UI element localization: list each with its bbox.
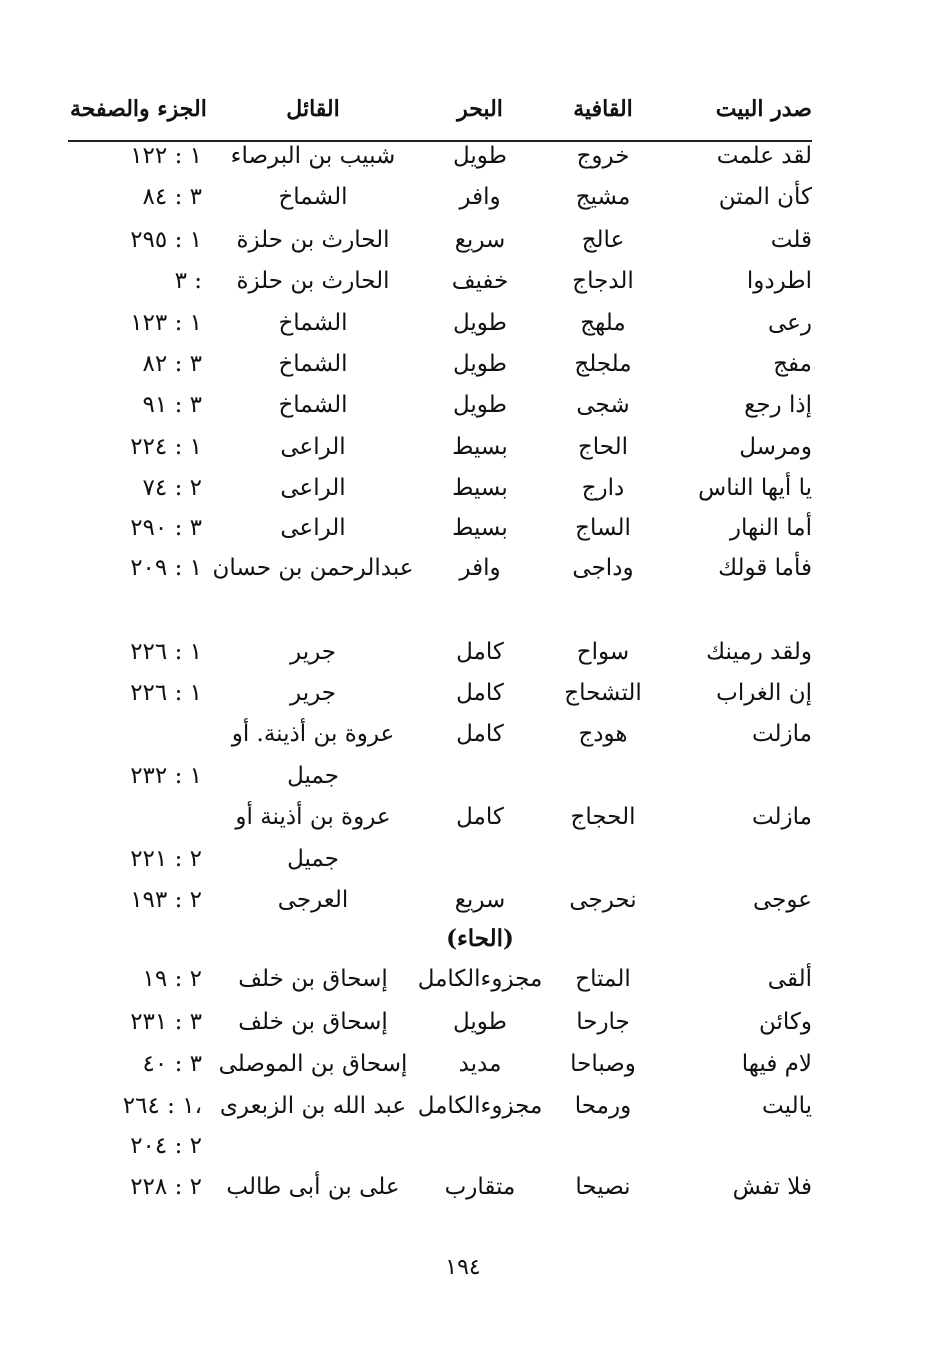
rhyme-word: وداجى bbox=[572, 555, 634, 581]
meter: وافر bbox=[459, 184, 501, 210]
first-hemistich: لام فيها bbox=[741, 1051, 812, 1077]
meter: خفيف bbox=[451, 268, 509, 294]
meter: مديد bbox=[458, 1051, 502, 1077]
first-hemistich: قلت bbox=[770, 227, 812, 253]
page-number: ١٩٤ bbox=[445, 1255, 481, 1280]
volume-page-ref: ٢ : ٢٢٨ bbox=[130, 1174, 202, 1200]
header-rule bbox=[68, 140, 812, 142]
poet: الشماخ bbox=[278, 351, 348, 377]
poet: عروة بن أذينة. أو bbox=[231, 721, 395, 747]
rhyme-word: ورمحا bbox=[574, 1093, 632, 1119]
rhyme-word: خروج bbox=[576, 143, 630, 169]
poet: عروة بن أذينة أو bbox=[235, 804, 391, 830]
meter: مجزوءالكامل bbox=[417, 966, 543, 992]
volume-page-ref: ١ : ٢٢٦ bbox=[130, 680, 202, 706]
first-hemistich: مفج bbox=[773, 351, 812, 377]
poet: جرير bbox=[290, 680, 336, 706]
meter: كامل bbox=[456, 721, 504, 747]
poet: العرجى bbox=[277, 887, 349, 913]
meter: بسيط bbox=[452, 475, 508, 501]
poet: على بن أبى طالب bbox=[226, 1174, 400, 1200]
rhyme-word: نحرجى bbox=[569, 887, 637, 913]
rhyme-word: المتاح bbox=[575, 966, 631, 992]
first-hemistich: رعى bbox=[767, 310, 812, 336]
meter: مجزوءالكامل bbox=[417, 1093, 543, 1119]
rhyme-word: ملهج bbox=[580, 310, 626, 336]
first-hemistich: كأن المتن bbox=[718, 184, 812, 210]
meter: كامل bbox=[456, 680, 504, 706]
meter: كامل bbox=[456, 639, 504, 665]
rhyme-word: عالج bbox=[581, 227, 625, 253]
first-hemistich: فأما قولك bbox=[718, 555, 812, 581]
poet: شبيب بن البرصاء bbox=[230, 143, 396, 169]
rhyme-word: نصيحا bbox=[575, 1174, 631, 1200]
meter: طويل bbox=[452, 1009, 507, 1035]
first-hemistich: ومرسل bbox=[739, 434, 812, 460]
first-hemistich: مازلت bbox=[751, 804, 812, 830]
meter: طويل bbox=[452, 351, 507, 377]
poet: الحارث بن حلزة bbox=[236, 227, 390, 253]
volume-page-ref: ١ : ٢٣٢ bbox=[130, 763, 202, 789]
header-meter: البحر bbox=[457, 96, 503, 122]
poet: الشماخ bbox=[278, 392, 348, 418]
header-first-hemistich: صدر البيت bbox=[715, 96, 812, 122]
volume-page-ref: ٣ : ٤٠ bbox=[142, 1051, 202, 1077]
poet: الشماخ bbox=[278, 310, 348, 336]
rhyme-word: هودج bbox=[578, 721, 628, 747]
volume-page-ref-continuation: ٢ : ٢٠٤ bbox=[130, 1133, 202, 1159]
volume-page-ref: ١ : ٢٦٤، bbox=[122, 1093, 202, 1119]
meter: كامل bbox=[456, 804, 504, 830]
poet: جرير bbox=[290, 639, 336, 665]
header-rhyme: القافية bbox=[573, 96, 633, 122]
poet: الراعى bbox=[280, 434, 346, 460]
volume-page-ref: ٣ : ٩١ bbox=[142, 392, 202, 418]
volume-page-ref: ٢ : ١٩ bbox=[142, 966, 202, 992]
rhyme-word: الحجاج bbox=[570, 804, 636, 830]
poet: الشماخ bbox=[278, 184, 348, 210]
rhyme-word: شجى bbox=[576, 392, 630, 418]
poet: الحارث بن حلزة bbox=[236, 268, 390, 294]
volume-page-ref: ٢ : ٢٢١ bbox=[130, 846, 202, 872]
rhyme-word: دارج bbox=[581, 475, 625, 501]
first-hemistich: لقد علمت bbox=[716, 143, 812, 169]
meter: متقارب bbox=[444, 1174, 516, 1200]
volume-page-ref: ٣ : bbox=[174, 268, 202, 294]
poet: عبدالرحمن بن حسان bbox=[212, 555, 414, 581]
rhyme-word: التشحاج bbox=[564, 680, 642, 706]
poet: الراعى bbox=[280, 515, 346, 541]
meter: سريع bbox=[454, 227, 506, 253]
rhyme-word: مشيج bbox=[575, 184, 631, 210]
rhyme-word: جارحا bbox=[576, 1009, 630, 1035]
poet: إسحاق بن خلف bbox=[238, 966, 388, 992]
first-hemistich: ألقى bbox=[767, 966, 812, 992]
meter: طويل bbox=[452, 143, 507, 169]
volume-page-ref: ١ : ٢٩٥ bbox=[130, 227, 202, 253]
volume-page-ref: ١ : ٢٠٩ bbox=[130, 555, 202, 581]
meter: سريع bbox=[454, 887, 506, 913]
volume-page-ref: ١ : ٢٢٤ bbox=[130, 434, 202, 460]
meter: بسيط bbox=[452, 515, 508, 541]
section-heading: (الحاء) bbox=[446, 925, 514, 952]
first-hemistich: فلا تفش bbox=[732, 1174, 812, 1200]
meter: بسيط bbox=[452, 434, 508, 460]
first-hemistich: أما النهار bbox=[729, 515, 812, 541]
first-hemistich: إن الغراب bbox=[716, 680, 812, 706]
poet-continuation: جميل bbox=[287, 763, 339, 789]
first-hemistich: إذا رجع bbox=[744, 392, 812, 418]
header-volume-page: الجزء والصفحة bbox=[70, 96, 207, 122]
volume-page-ref: ٢ : ٧٤ bbox=[142, 475, 202, 501]
volume-page-ref: ٣ : ٢٣١ bbox=[130, 1009, 202, 1035]
volume-page-ref: ١ : ١٢٢ bbox=[130, 143, 202, 169]
meter: طويل bbox=[452, 392, 507, 418]
volume-page-ref: ٣ : ٨٤ bbox=[142, 184, 202, 210]
volume-page-ref: ١ : ١٢٣ bbox=[130, 310, 202, 336]
first-hemistich: مازلت bbox=[751, 721, 812, 747]
poet: عبد الله بن الزبعرى bbox=[219, 1093, 407, 1119]
rhyme-word: سواح bbox=[576, 639, 630, 665]
rhyme-word: ملجلج bbox=[574, 351, 632, 377]
rhyme-word: الدجاج bbox=[572, 268, 634, 294]
rhyme-word: وصباحا bbox=[570, 1051, 636, 1077]
poet-continuation: جميل bbox=[287, 846, 339, 872]
volume-page-ref: ٣ : ٨٢ bbox=[142, 351, 202, 377]
poet: إسحاق بن خلف bbox=[238, 1009, 388, 1035]
poet: إسحاق بن الموصلى bbox=[218, 1051, 408, 1077]
meter: وافر bbox=[459, 555, 501, 581]
first-hemistich: اطردوا bbox=[746, 268, 812, 294]
first-hemistich: يا أيها الناس bbox=[698, 475, 812, 501]
first-hemistich: ولقد رمينك bbox=[706, 639, 812, 665]
volume-page-ref: ٢ : ١٩٣ bbox=[130, 887, 202, 913]
first-hemistich: وكائن bbox=[759, 1009, 812, 1035]
first-hemistich: ياليت bbox=[762, 1093, 812, 1119]
meter: طويل bbox=[452, 310, 507, 336]
header-poet: القائل bbox=[286, 96, 340, 122]
first-hemistich: عوجى bbox=[753, 887, 812, 913]
volume-page-ref: ١ : ٢٢٦ bbox=[130, 639, 202, 665]
rhyme-word: الحاج bbox=[577, 434, 629, 460]
poet: الراعى bbox=[280, 475, 346, 501]
volume-page-ref: ٣ : ٢٩٠ bbox=[130, 515, 202, 541]
rhyme-word: الساج bbox=[575, 515, 631, 541]
